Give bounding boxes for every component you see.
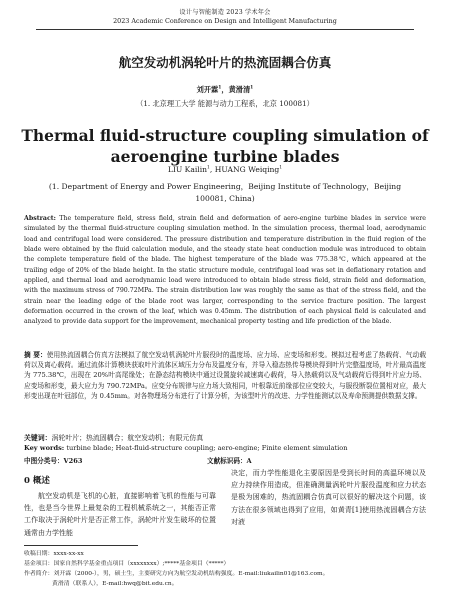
abstract-en-label: Abstract: xyxy=(24,215,56,222)
classification-row xyxy=(24,455,426,465)
abstract-en-text: The temperature field, stress field, strain field and deformation of aero-engine turbine blades in service were simulated by the thermal fluid-structure coupling simulation method. In the simulation process, thermal load, aerodynamic load and centrifugal load were considered. The pressure distribution and temperature distribution in the fluid region of the blade were obtained by the fluid calculation module, and the steady state heat conduction module was introduced to obtain the complete temperature field of the blade. The highest temperature of the blade was 775.38℃, which appeared at the trailing edge of 20% of the blade height. In the static structure module, centrifugal load was set in deflationary rotation and applied, and thermal load and aerodynamic load were introduced to obtain blade stress field, strain field and deformation, with the maximum stress of 790.72MPa. The strain distribution law was roughly the same as that of the stress field, and the strain near the leading edge of the blade root was larger, corresponding to the service fracture position. The largest deformation occurred in the crown of the leaf, which was 0.45mm. The distribution of each physical field is calculated and analyzed to provide data support for the improvement, mechanical property testing and life prediction of the blade. xyxy=(24,215,426,326)
author-2-en: HUANG Weiqing xyxy=(214,165,280,174)
abstract-zh-text: 使用热流固耦合仿真方法模拟了航空发动机涡轮叶片服役时的温度场、应力场、应变场和形变。模拟过程考虑了热载荷、气动载荷以及离心载荷。通过流体计算模块获取叶片流体区域压力分布及温度分布，并导入稳态热传导模块得到叶片完整温度场，叶片最高温度为 775.38℃，出现在 20%叶高尾缘处；在静态结构模块中通过设置旋转减速离心载荷，导入热载荷以及气动载荷后得到叶片应力场、应变场和形变，最大应力为 790.72MPa。应变分布规律与应力场大致相同，叶根靠近前缘部位应变较大，与服役断裂位置相对应，最大形变出现在叶冠部位，为 0.45mm。对各物理场分布进行了计算分析，为该型叶片的改进、力学性能测试以及寿命预测提供数据支撑。 xyxy=(24,351,427,400)
footnote-rule xyxy=(24,545,138,546)
clc-number: 中图分类号：V263 xyxy=(24,457,83,465)
footnote-corresponding-author: 黄滑清（联系人），E-mail:hwq@bit.edu.cn。 xyxy=(52,581,178,587)
authors-en xyxy=(0,165,450,174)
author-2-affil-mark: 1 xyxy=(250,85,254,91)
intro-right-column: 决定，而力学性能退化主要原因是受到长时间的高温环境以及应力持续作用造成，但准确测量涡轮叶片服役温度和应力状态是极为困难的，热流固耦合仿真可以很好的解决这个问题，该方法在很多领域也得到了应用，如黄青[1]使用热流固耦合方法对液 xyxy=(231,469,426,526)
footnote-received: 收稿日期：xxxx-xx-xx xyxy=(24,551,84,557)
journal-header-en: 2023 Academic Conference on Design and Intelligent Manufacturing xyxy=(113,17,337,25)
affiliation-zh: （1. 北京理工大学 能源与动力工程系，北京 100081） xyxy=(136,99,314,108)
abstract-en xyxy=(24,214,426,328)
keywords-en xyxy=(24,444,426,452)
affiliation-en: (1. Department of Energy and Power Engineering，Beijing Institute of Technology，Beijing 100081, China) xyxy=(48,182,402,203)
author-2-en-affil-mark: 1 xyxy=(279,165,283,171)
author-2-zh: 黄滑清 xyxy=(228,85,251,94)
author-en-separator: , xyxy=(209,165,215,174)
author-1-affil-mark: 1 xyxy=(218,85,222,91)
paper-title-zh: 航空发动机涡轮叶片的热流固耦合仿真 xyxy=(118,55,332,70)
footnote-fund: 基金项目：国家自然科学基金重点项目（xxxxxxxx）;*****基金项目（*****） xyxy=(24,561,230,567)
header-rule xyxy=(36,29,414,30)
author-1-en: LIU Kailin xyxy=(167,165,208,174)
journal-header-zh: 设计与智能制造 2023 学术年会 xyxy=(179,9,271,16)
authors-zh xyxy=(0,85,450,95)
footnote-author-intro: 作者简介：刘开霖（2000-），男，硕士生，主要研究方向为航空发动机结构强度。E-mail:liukailin01@163.com。 xyxy=(24,571,329,577)
keywords-zh-text: 涡轮叶片；热流固耦合；航空发动机；有限元仿真 xyxy=(51,434,204,442)
author-1-zh: 刘开霖 xyxy=(196,85,219,94)
author-separator: ， xyxy=(221,85,229,94)
abstract-zh xyxy=(24,350,426,401)
intro-left-column: 航空发动机是飞机的心脏，直接影响着飞机的性能与可靠性，也是当今世界上最复杂的工程机械系统之一，其能否正常工作取决于涡轮叶片是否正常工作，涡轮叶片发生破坏的位置通常由力学性能 xyxy=(24,492,216,537)
section-heading-overview: 0 概述 xyxy=(24,476,50,486)
paper-title-en-line-2: aeroengine turbine blades xyxy=(110,147,340,166)
author-1-en-affil-mark: 1 xyxy=(207,165,210,171)
abstract-zh-label: 摘 要： xyxy=(24,351,47,359)
paper-title-en xyxy=(0,125,450,167)
paper-title-en-line-1: Thermal fluid-structure coupling simulation of xyxy=(21,126,429,145)
keywords-en-text: turbine blade; Heat-fluid-structure coupling; aero-engine; Finite element simulation xyxy=(64,444,348,452)
keywords-en-label: Key words: xyxy=(24,444,65,452)
keywords-zh-label: 关键词： xyxy=(24,434,52,442)
document-code: 文献标识码：A xyxy=(207,457,252,465)
keywords-zh xyxy=(24,432,426,442)
